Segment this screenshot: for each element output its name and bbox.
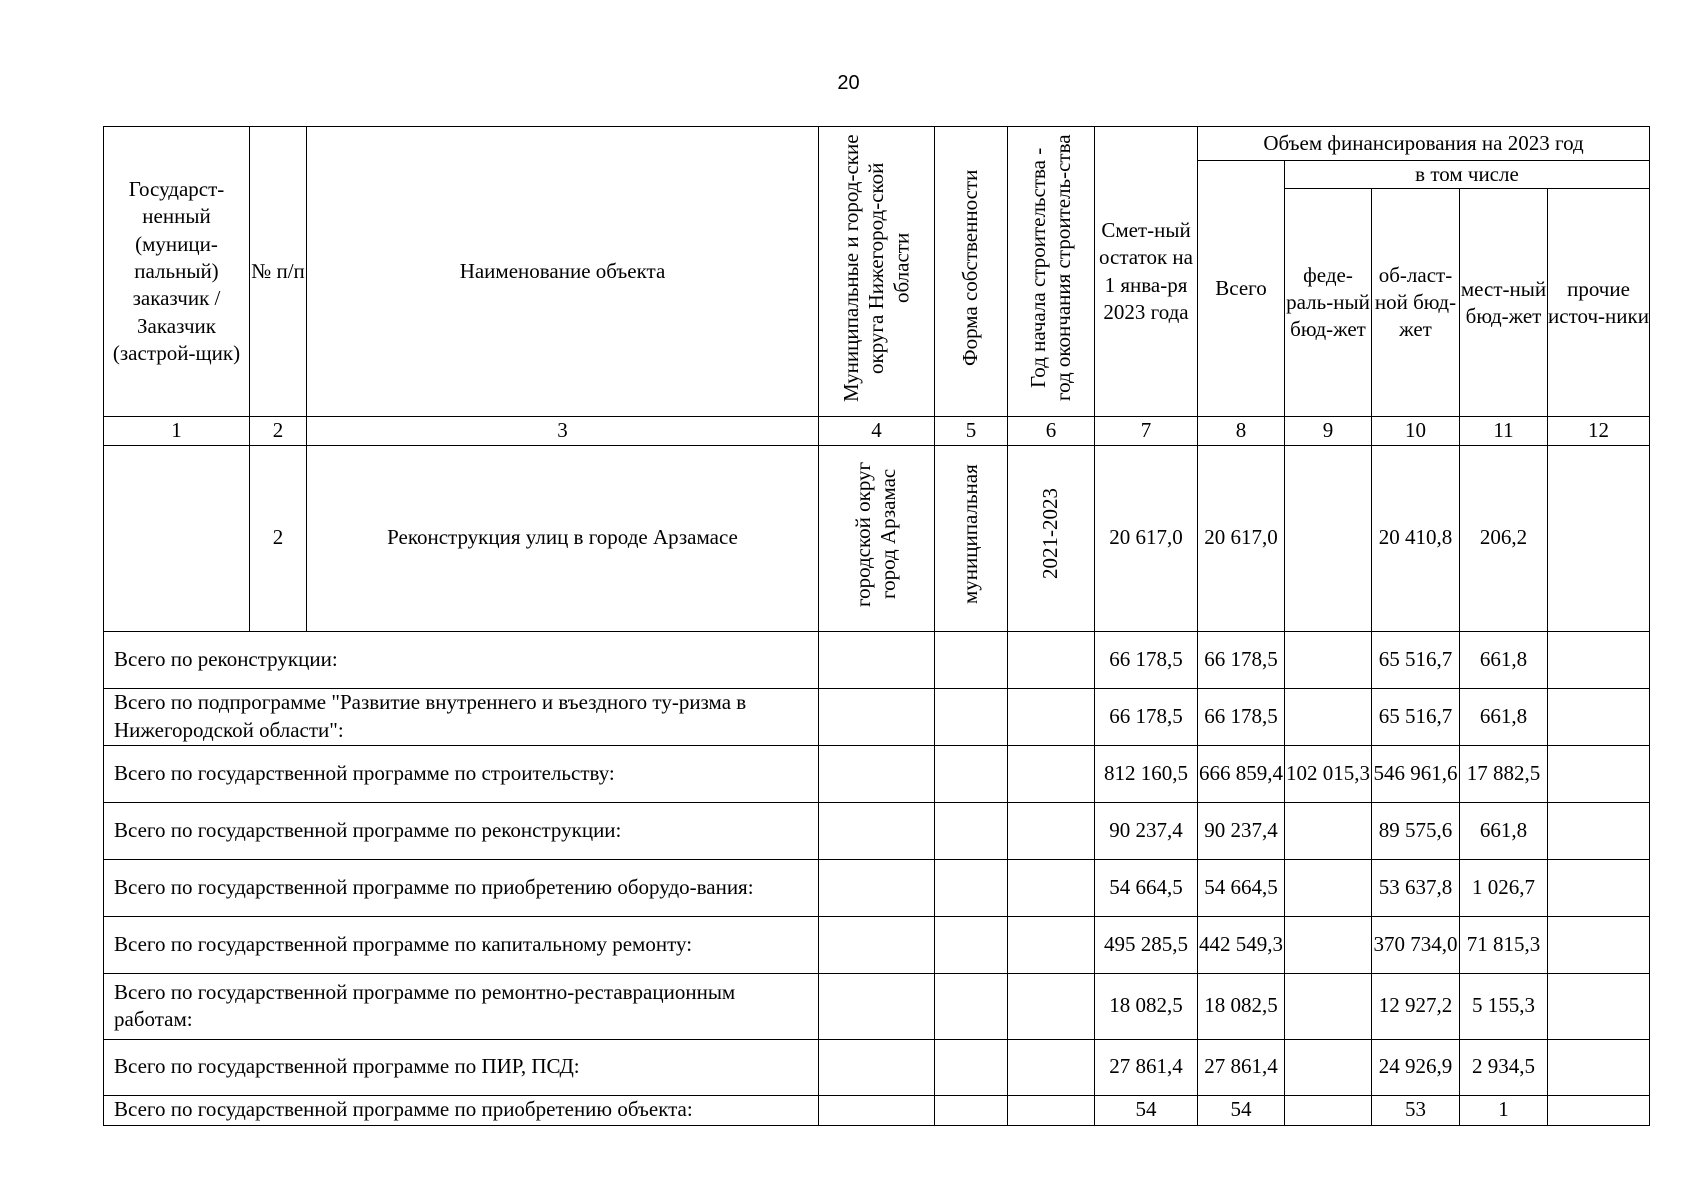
total-label: Всего по государственной программе по ПИР, ПСД: bbox=[104, 1039, 819, 1095]
object-row bbox=[104, 445, 1650, 631]
empty-cell bbox=[935, 973, 1008, 1039]
total-regional: 370 734,0 bbox=[1372, 916, 1460, 973]
total-regional: 65 516,7 bbox=[1372, 631, 1460, 688]
total-estimate: 90 237,4 bbox=[1095, 802, 1198, 859]
total-label: Всего по государственной программе по капитальному ремонту: bbox=[104, 916, 819, 973]
total-other bbox=[1548, 631, 1650, 688]
total-other bbox=[1548, 916, 1650, 973]
total-regional: 89 575,6 bbox=[1372, 802, 1460, 859]
total-row bbox=[104, 631, 1650, 688]
total-label: Всего по государственной программе по приобретению оборудо-вания: bbox=[104, 859, 819, 916]
total-total: 66 178,5 bbox=[1198, 631, 1285, 688]
total-estimate: 66 178,5 bbox=[1095, 631, 1198, 688]
header-number: № п/п bbox=[250, 127, 307, 417]
empty-cell bbox=[1008, 631, 1095, 688]
header-estimate: Смет-ный остаток на 1 янва-ря 2023 года bbox=[1095, 127, 1198, 417]
column-number: 12 bbox=[1548, 417, 1650, 445]
empty-cell bbox=[935, 631, 1008, 688]
header-customer: Государст-ненный (муници-пальный) заказчик / Заказчик (застрой-щик) bbox=[104, 127, 250, 417]
total-row bbox=[104, 1039, 1650, 1095]
header-regional: об-ласт-ной бюд-жет bbox=[1372, 189, 1460, 417]
header-total: Всего bbox=[1198, 161, 1285, 417]
empty-cell bbox=[1008, 973, 1095, 1039]
total-local: 71 815,3 bbox=[1460, 916, 1548, 973]
column-number: 4 bbox=[819, 417, 935, 445]
total-other bbox=[1548, 745, 1650, 802]
total-federal bbox=[1285, 1039, 1372, 1095]
empty-cell bbox=[1008, 916, 1095, 973]
total-estimate: 66 178,5 bbox=[1095, 688, 1198, 745]
object-federal bbox=[1285, 445, 1372, 631]
total-regional: 24 926,9 bbox=[1372, 1039, 1460, 1095]
empty-cell bbox=[935, 802, 1008, 859]
total-estimate: 812 160,5 bbox=[1095, 745, 1198, 802]
empty-cell bbox=[819, 916, 935, 973]
total-row bbox=[104, 916, 1650, 973]
total-total: 18 082,5 bbox=[1198, 973, 1285, 1039]
empty-cell bbox=[935, 859, 1008, 916]
total-other bbox=[1548, 1095, 1650, 1125]
object-number: 2 bbox=[250, 445, 307, 631]
total-label: Всего по подпрограмме "Развитие внутреннего и въездного ту-ризма в Нижегородской области": bbox=[104, 688, 819, 745]
total-row bbox=[104, 859, 1650, 916]
total-total: 27 861,4 bbox=[1198, 1039, 1285, 1095]
header-including: в том числе bbox=[1285, 161, 1650, 189]
total-federal bbox=[1285, 859, 1372, 916]
total-total: 66 178,5 bbox=[1198, 688, 1285, 745]
total-other bbox=[1548, 802, 1650, 859]
total-local: 1 026,7 bbox=[1460, 859, 1548, 916]
total-estimate: 495 285,5 bbox=[1095, 916, 1198, 973]
financing-table bbox=[103, 126, 1650, 1126]
header-years: Год начала строительства - год окончания строитель-ства bbox=[1008, 127, 1095, 417]
empty-cell bbox=[819, 745, 935, 802]
empty-cell bbox=[935, 916, 1008, 973]
object-customer bbox=[104, 445, 250, 631]
object-ownership: муниципальная bbox=[935, 445, 1008, 631]
empty-cell bbox=[819, 1095, 935, 1125]
header-ownership: Форма собственности bbox=[935, 127, 1008, 417]
header-object-name: Наименование объекта bbox=[307, 127, 819, 417]
total-local: 661,8 bbox=[1460, 802, 1548, 859]
total-label: Всего по государственной программе по приобретению объекта: bbox=[104, 1095, 819, 1125]
total-row bbox=[104, 1095, 1650, 1125]
header-funding: Объем финансирования на 2023 год bbox=[1198, 127, 1650, 161]
header-federal: феде-раль-ный бюд-жет bbox=[1285, 189, 1372, 417]
empty-cell bbox=[935, 1039, 1008, 1095]
empty-cell bbox=[819, 1039, 935, 1095]
total-regional: 53 bbox=[1372, 1095, 1460, 1125]
column-number: 3 bbox=[307, 417, 819, 445]
total-other bbox=[1548, 859, 1650, 916]
total-total: 54 bbox=[1198, 1095, 1285, 1125]
total-other bbox=[1548, 973, 1650, 1039]
empty-cell bbox=[1008, 745, 1095, 802]
total-regional: 12 927,2 bbox=[1372, 973, 1460, 1039]
total-local: 17 882,5 bbox=[1460, 745, 1548, 802]
total-total: 90 237,4 bbox=[1198, 802, 1285, 859]
total-label: Всего по государственной программе по ремонтно-реставрационным работам: bbox=[104, 973, 819, 1039]
total-row bbox=[104, 688, 1650, 745]
total-local: 661,8 bbox=[1460, 631, 1548, 688]
object-years: 2021-2023 bbox=[1008, 445, 1095, 631]
empty-cell bbox=[935, 1095, 1008, 1125]
total-row bbox=[104, 973, 1650, 1039]
total-label: Всего по реконструкции: bbox=[104, 631, 819, 688]
total-other bbox=[1548, 688, 1650, 745]
total-regional: 65 516,7 bbox=[1372, 688, 1460, 745]
page-number: 20 bbox=[837, 72, 860, 94]
total-total: 442 549,3 bbox=[1198, 916, 1285, 973]
empty-cell bbox=[819, 688, 935, 745]
object-local: 206,2 bbox=[1460, 445, 1548, 631]
column-number: 7 bbox=[1095, 417, 1198, 445]
total-federal bbox=[1285, 1095, 1372, 1125]
empty-cell bbox=[819, 859, 935, 916]
object-district: городской округ город Арзамас bbox=[819, 445, 935, 631]
total-regional: 53 637,8 bbox=[1372, 859, 1460, 916]
column-number: 10 bbox=[1372, 417, 1460, 445]
empty-cell bbox=[935, 745, 1008, 802]
total-local: 661,8 bbox=[1460, 688, 1548, 745]
column-number: 6 bbox=[1008, 417, 1095, 445]
header-districts: Муниципальные и город-ские округа Нижегород-ской области bbox=[819, 127, 935, 417]
total-row bbox=[104, 745, 1650, 802]
empty-cell bbox=[819, 973, 935, 1039]
empty-cell bbox=[1008, 1095, 1095, 1125]
object-regional: 20 410,8 bbox=[1372, 445, 1460, 631]
column-number: 11 bbox=[1460, 417, 1548, 445]
total-local: 5 155,3 bbox=[1460, 973, 1548, 1039]
object-estimate: 20 617,0 bbox=[1095, 445, 1198, 631]
column-number: 2 bbox=[250, 417, 307, 445]
empty-cell bbox=[819, 802, 935, 859]
empty-cell bbox=[819, 631, 935, 688]
header-local: мест-ный бюд-жет bbox=[1460, 189, 1548, 417]
column-number: 5 bbox=[935, 417, 1008, 445]
total-other bbox=[1548, 1039, 1650, 1095]
header-other: прочие источ-ники bbox=[1548, 189, 1650, 417]
total-total: 54 664,5 bbox=[1198, 859, 1285, 916]
total-local: 2 934,5 bbox=[1460, 1039, 1548, 1095]
empty-cell bbox=[1008, 859, 1095, 916]
column-numbers-row bbox=[104, 417, 1650, 445]
empty-cell bbox=[935, 688, 1008, 745]
total-federal bbox=[1285, 802, 1372, 859]
total-total: 666 859,4 bbox=[1198, 745, 1285, 802]
object-name: Реконструкция улиц в городе Арзамасе bbox=[307, 445, 819, 631]
total-regional: 546 961,6 bbox=[1372, 745, 1460, 802]
empty-cell bbox=[1008, 688, 1095, 745]
column-number: 1 bbox=[104, 417, 250, 445]
total-row bbox=[104, 802, 1650, 859]
total-estimate: 54 bbox=[1095, 1095, 1198, 1125]
total-label: Всего по государственной программе по реконструкции: bbox=[104, 802, 819, 859]
total-federal: 102 015,3 bbox=[1285, 745, 1372, 802]
total-estimate: 18 082,5 bbox=[1095, 973, 1198, 1039]
total-label: Всего по государственной программе по строительству: bbox=[104, 745, 819, 802]
total-estimate: 54 664,5 bbox=[1095, 859, 1198, 916]
total-estimate: 27 861,4 bbox=[1095, 1039, 1198, 1095]
total-local: 1 bbox=[1460, 1095, 1548, 1125]
object-other bbox=[1548, 445, 1650, 631]
column-number: 8 bbox=[1198, 417, 1285, 445]
total-federal bbox=[1285, 973, 1372, 1039]
empty-cell bbox=[1008, 802, 1095, 859]
object-total: 20 617,0 bbox=[1198, 445, 1285, 631]
total-federal bbox=[1285, 631, 1372, 688]
total-federal bbox=[1285, 688, 1372, 745]
total-federal bbox=[1285, 916, 1372, 973]
empty-cell bbox=[1008, 1039, 1095, 1095]
column-number: 9 bbox=[1285, 417, 1372, 445]
